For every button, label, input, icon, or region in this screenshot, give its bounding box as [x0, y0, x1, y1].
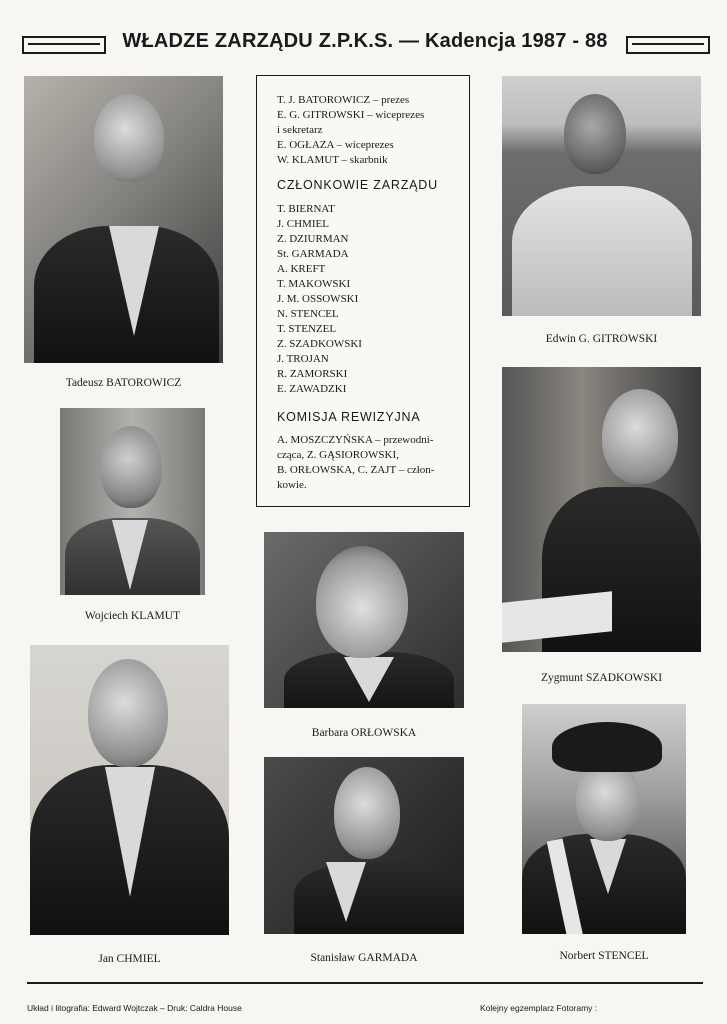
board-member: Z. DZIURMAN [277, 233, 349, 245]
footer-note: Kolejny egzemplarz Fotoramy : [480, 1003, 598, 1013]
board-member: N. STENCEL [277, 308, 339, 320]
caption-szadkowski: Zygmunt SZADKOWSKI [540, 672, 663, 684]
audit-line: A. MOSZCZYŃSKA – przewodni- [277, 434, 434, 446]
officer-line: T. J. BATOROWICZ – prezes [277, 94, 410, 106]
board-member: J. TROJAN [277, 353, 329, 365]
board-member: T. BIERNAT [277, 203, 335, 215]
officer-line: E. OGŁAZA – wiceprezes [277, 139, 394, 151]
caption-batorowicz: Tadeusz BATOROWICZ [65, 377, 182, 389]
board-member: J. M. OSSOWSKI [277, 293, 359, 305]
photo-klamut [60, 408, 205, 595]
photo-stencel [522, 704, 686, 934]
officer-line: E. G. GITROWSKI – wiceprezes [277, 109, 425, 121]
board-member: St. GARMADA [277, 248, 349, 260]
photo-garmada [264, 757, 464, 934]
board-heading: CZŁONKOWIE ZARZĄDU [277, 178, 438, 192]
board-member: A. KREFT [277, 263, 326, 275]
caption-orlowska: Barbara ORŁOWSKA [311, 727, 417, 739]
board-member: T. STENZEL [277, 323, 337, 335]
caption-stencel: Norbert STENCEL [559, 950, 649, 962]
title-rule-right [626, 36, 710, 54]
caption-garmada: Stanisław GARMADA [310, 952, 418, 964]
board-member: J. CHMIEL [277, 218, 329, 230]
caption-gitrowski: Edwin G. GITROWSKI [545, 333, 658, 345]
audit-line: B. ORŁOWSKA, C. ZAJT – człon- [277, 464, 435, 476]
board-member: T. MAKOWSKI [277, 278, 351, 290]
photo-gitrowski [502, 76, 701, 316]
audit-heading: KOMISJA REWIZYJNA [277, 410, 421, 424]
photo-batorowicz [24, 76, 223, 363]
caption-chmiel: Jan CHMIEL [98, 953, 161, 965]
officer-line: i sekretarz [277, 124, 323, 136]
board-member: E. ZAWADZKI [277, 383, 347, 395]
photo-szadkowski [502, 367, 701, 652]
footer-credits: Układ i litografia: Edward Wojtczak – Druk: Caldra House [27, 1003, 242, 1013]
title-rule-left [22, 36, 106, 54]
photo-chmiel [30, 645, 229, 935]
audit-line: cząca, Z. GĄSIOROWSKI, [277, 449, 399, 461]
board-member: R. ZAMORSKI [277, 368, 348, 380]
page-title: WŁADZE ZARZĄDU Z.P.K.S. — Kadencja 1987 - 88 [122, 30, 608, 52]
audit-line: kowie. [277, 479, 307, 491]
officer-line: W. KLAMUT – skarbnik [277, 154, 388, 166]
footer-rule [27, 982, 703, 984]
photo-orlowska [264, 532, 464, 708]
caption-klamut: Wojciech KLAMUT [84, 610, 181, 622]
board-info-box [256, 75, 470, 507]
board-member: Z. SZADKOWSKI [277, 338, 362, 350]
